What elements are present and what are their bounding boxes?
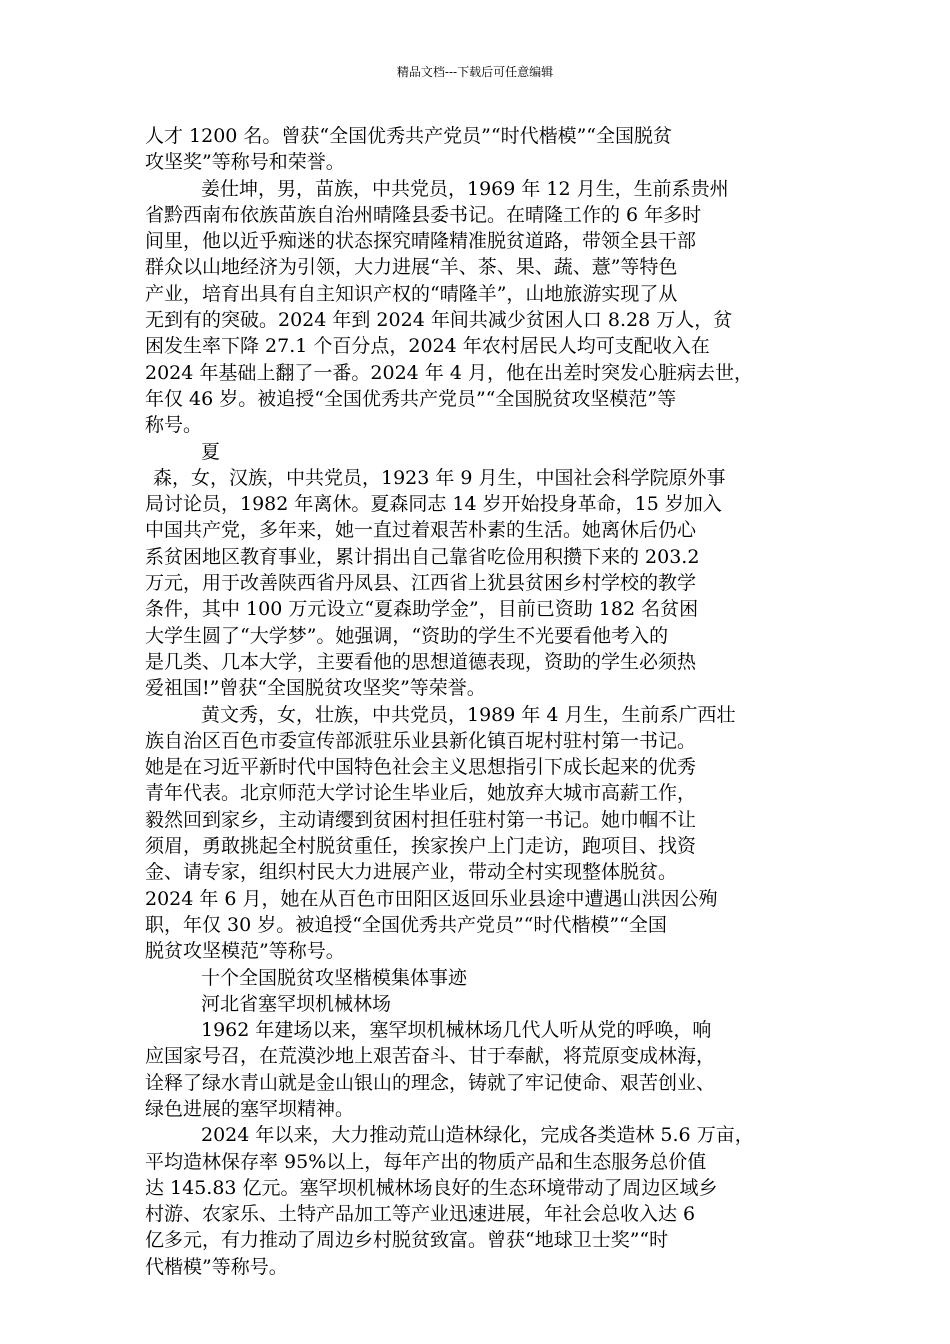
text-line: 攻坚奖”等称号和荣誉。 xyxy=(145,151,345,174)
text-line: 脱贫攻坚模范”等称号。 xyxy=(145,940,345,963)
text-line: 青年代表。北京师范大学讨论生毕业后，她放弃大城市高薪工作， xyxy=(145,782,697,805)
document-body xyxy=(145,123,830,1280)
text-line: 是几类、几本大学，主要看他的思想道德表现，资助的学生必须热 xyxy=(145,650,697,673)
text-line: 2024 年以来，大力推动荒山造林绿化，完成各类造林 5.6 万亩， xyxy=(201,1124,754,1147)
text-line: 姜仕坤，男，苗族，中共党员，1969 年 12 月生，生前系贵州 xyxy=(201,177,729,200)
text-line: 应国家号召，在荒漠沙地上艰苦奋斗、甘于奉献，将荒原变成林海， xyxy=(145,1045,716,1068)
text-line: 毅然回到家乡，主动请缨到贫困村担任驻村第一书记。她巾帼不让 xyxy=(145,808,697,831)
text-line: 诠释了绿水青山就是金山银山的理念，铸就了牢记使命、艰苦创业、 xyxy=(145,1071,716,1094)
text-line: 亿多元，有力推动了周边乡村脱贫致富。曾获“地球卫士奖”“时 xyxy=(145,1229,669,1252)
text-line: 黄文秀，女，壮族，中共党员，1989 年 4 月生，生前系广西壮 xyxy=(201,703,736,726)
text-line: 人才 1200 名。曾获“全国优秀共产党员”“时代楷模”“全国脱贫 xyxy=(145,125,673,147)
text-line: 十个全国脱贫攻坚楷模集体事迹 xyxy=(201,966,468,989)
text-line: 达 145.83 亿元。塞罕坝机械林场良好的生态环境带动了周边区域乡 xyxy=(145,1176,718,1199)
text-line: 职，年仅 30 岁。被追授“全国优秀共产党员”“时代楷模”“全国 xyxy=(145,913,667,936)
text-line: 2024 年基础上翻了一番。2024 年 4 月，他在出差时突发心脏病去世， xyxy=(145,361,753,384)
text-line: 河北省塞罕坝机械林场 xyxy=(201,992,392,1015)
text-line: 金、请专家，组织村民大力进展产业，带动全村实现整体脱贫。 xyxy=(145,861,678,884)
text-line: 条件，其中 100 万元设立“夏森助学金”，目前已资助 182 名贫困 xyxy=(145,598,699,621)
text-line: 局讨论员，1982 年离休。夏森同志 14 岁开始投身革命，15 岁加入 xyxy=(145,493,722,516)
text-line: 村游、农家乐、土特产品加工等产业迅速进展，年社会总收入达 6 xyxy=(145,1203,696,1226)
text-line: 大学生圆了“大学梦”。她强调，“资助的学生不光要看他考入的 xyxy=(145,624,669,647)
text-line: 1962 年建场以来，塞罕坝机械林场几代人听从党的呼唤，响 xyxy=(201,1019,712,1042)
text-line: 系贫困地区教育事业，累计捐出自己靠省吃俭用积攒下来的 203.2 xyxy=(145,545,700,568)
text-line: 困发生率下降 27.1 个百分点，2024 年农村居民人均可支配收入在 xyxy=(145,335,710,358)
text-line: 间里，他以近乎痴迷的状态探究晴隆精准脱贫道路，带领全县干部 xyxy=(145,230,697,253)
text-line: 年仅 46 岁。被追授“全国优秀共产党员”“全国脱贫攻坚模范”等 xyxy=(145,387,677,410)
text-line: 爱祖国!”曾获“全国脱贫攻坚奖”等荣誉。 xyxy=(145,677,486,700)
text-line: 无到有的突破。2024 年到 2024 年间共减少贫困人口 8.28 万人，贫 xyxy=(145,309,733,332)
text-line: 平均造林保存率 95%以上，每年产出的物质产品和生态服务总价值 xyxy=(145,1150,707,1173)
text-line: 中国共产党，多年来，她一直过着艰苦朴素的生活。她离休后仍心 xyxy=(145,519,697,542)
text-line: 万元，用于改善陕西省丹凤县、江西省上犹县贫困乡村学校的教学 xyxy=(145,572,697,595)
text-line: 群众以山地经济为引领，大力进展“羊、茶、果、蔬、薏”等特色 xyxy=(145,256,678,279)
text-line: 森，女，汉族，中共党员，1923 年 9 月生，中国社会科学院原外事 xyxy=(153,466,726,489)
text-line: 2024 年 6 月，她在从百色市田阳区返回乐业县途中遭遇山洪因公殉 xyxy=(145,887,718,910)
text-line: 称号。 xyxy=(145,414,203,437)
text-line: 须眉，勇敢挑起全村脱贫重任，挨家挨户上门走访，跑项目、找资 xyxy=(145,835,697,858)
text-line: 绿色进展的塞罕坝精神。 xyxy=(145,1097,355,1120)
page-header: 精品文档---下载后可任意编辑 xyxy=(396,65,554,79)
text-line: 夏 xyxy=(201,440,221,463)
text-line: 产业，培育出具有自主知识产权的“晴隆羊”，山地旅游实现了从 xyxy=(145,282,678,305)
text-line: 代楷模”等称号。 xyxy=(145,1255,288,1278)
text-line: 省黔西南布依族苗族自治州晴隆县委书记。在晴隆工作的 6 年多时 xyxy=(145,203,702,226)
text-line: 她是在习近平新时代中国特色社会主义思想指引下成长起来的优秀 xyxy=(145,756,697,779)
text-line: 族自治区百色市委宣传部派驻乐业县新化镇百坭村驻村第一书记。 xyxy=(145,729,697,752)
